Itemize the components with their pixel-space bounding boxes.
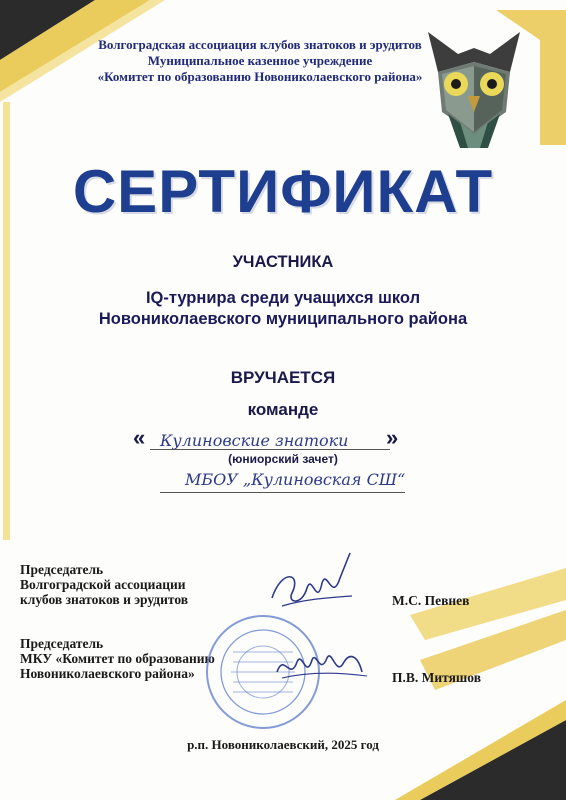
signer2-position — [20, 636, 215, 681]
header-committee: «Комитет по образованию Новониколаевского района» — [97, 69, 423, 84]
category-label: (юниорский зачет) — [228, 452, 338, 466]
school-handwritten: МБОУ „Кулиновская СШ“ — [185, 470, 406, 489]
school-underline — [160, 492, 405, 493]
participant-label: УЧАСТНИКА — [232, 253, 334, 271]
signature-mityashov-icon — [272, 642, 372, 688]
event-line-2: Новониколаевского муниципального района — [98, 310, 468, 328]
signer1-line2: Волгоградской ассоциации — [20, 577, 186, 592]
signer1-line3: клубов знатоков и эрудитов — [20, 592, 189, 607]
signer1-line1: Председатель — [20, 562, 104, 577]
quote-close: » — [386, 425, 399, 450]
awarded-label: ВРУЧАЕТСЯ — [230, 368, 336, 387]
signer2-name: П.В. Митяшов — [392, 670, 482, 685]
header-association: Волгоградская ассоциация клубов знатоков и эрудитов — [98, 37, 422, 52]
team-name-handwritten: Кулиновские знатоки — [160, 431, 349, 450]
signer2-line1: Председатель — [20, 636, 104, 651]
signer1-position — [20, 562, 188, 607]
signer2-line3: Новониколаевского района» — [20, 666, 195, 681]
header-institution-type: Муниципальное казенное учреждение — [147, 53, 373, 68]
quote-open: « — [133, 425, 146, 450]
signer1-name: М.С. Певнев — [392, 593, 470, 608]
certificate-title: СЕРТИФИКАТ — [72, 158, 494, 225]
signer2-line2: МКУ «Комитет по образованию — [20, 651, 215, 666]
event-line-1: IQ-турнира среди учащихся школ — [145, 289, 421, 307]
signature-pevnev-icon — [262, 548, 362, 618]
team-label: команде — [247, 400, 319, 419]
team-name-underline — [150, 449, 390, 450]
place-and-year: р.п. Новониколаевский, 2025 год — [187, 737, 379, 752]
